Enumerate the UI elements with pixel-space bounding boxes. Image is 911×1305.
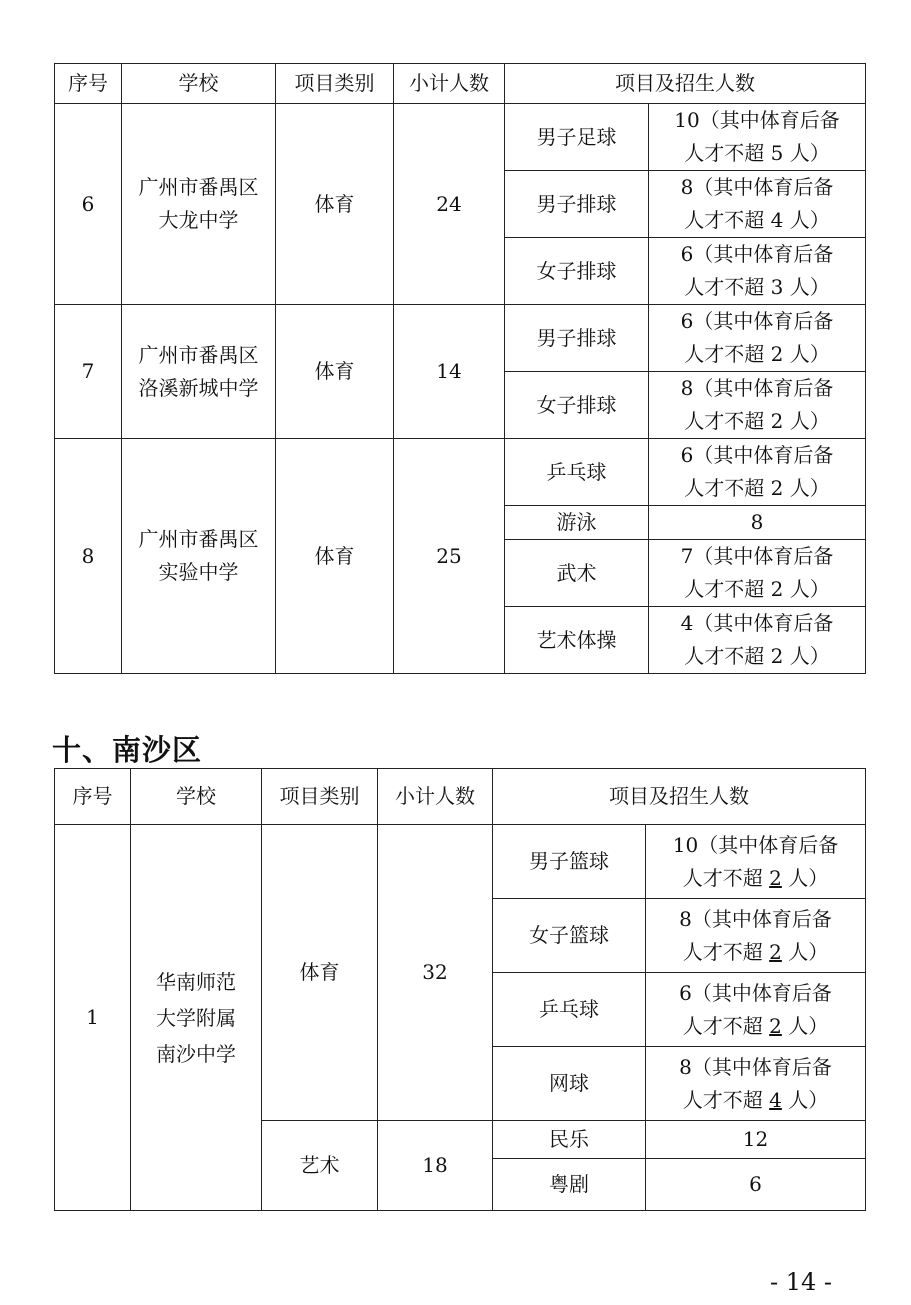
- header-programs: 项目及招生人数: [493, 769, 866, 825]
- program-name: 艺术体操: [505, 607, 649, 674]
- school-line: 大龙中学: [158, 208, 239, 232]
- program-count: [649, 607, 866, 674]
- program-count: [646, 825, 866, 899]
- program-count: [649, 171, 866, 238]
- row-category: 体育: [276, 439, 394, 674]
- count-line: 10（其中体育后备: [672, 832, 839, 857]
- count-line: 人才不超 2 人）: [682, 1013, 829, 1038]
- table-header-row: [55, 64, 866, 104]
- program-count: 8: [649, 506, 866, 540]
- program-count: 6: [646, 1159, 866, 1211]
- count-line: 6（其中体育后备: [679, 980, 832, 1005]
- table-row: [55, 825, 866, 899]
- count-line: 6（其中体育后备: [680, 443, 834, 467]
- program-name: 粤剧: [493, 1159, 646, 1211]
- program-name: 男子排球: [505, 305, 649, 372]
- program-name: 女子排球: [505, 238, 649, 305]
- count-line: 8（其中体育后备: [679, 1054, 832, 1079]
- program-count: [646, 1047, 866, 1121]
- school-line: 洛溪新城中学: [138, 375, 259, 400]
- program-count: [649, 305, 866, 372]
- count-line: 6（其中体育后备: [680, 242, 834, 266]
- row-no: 6: [55, 104, 122, 305]
- school-line: 广州市番禺区: [138, 342, 259, 367]
- header-no: 序号: [55, 769, 131, 825]
- header-category: 项目类别: [276, 64, 394, 104]
- row-category: 艺术: [262, 1121, 378, 1211]
- count-line: 人才不超 2 人）: [682, 939, 829, 964]
- row-subtotal: 32: [378, 825, 493, 1121]
- header-category: 项目类别: [262, 769, 378, 825]
- table-header-row: [55, 769, 866, 825]
- program-count: [646, 899, 866, 973]
- program-name: 武术: [505, 540, 649, 607]
- program-name: 女子篮球: [493, 899, 646, 973]
- row-school: [122, 305, 276, 439]
- program-name: 女子排球: [505, 372, 649, 439]
- program-count: [649, 372, 866, 439]
- program-name: 网球: [493, 1047, 646, 1121]
- school-line: 大学附属: [156, 1005, 236, 1030]
- count-line: 4（其中体育后备: [680, 611, 834, 635]
- row-school: [122, 439, 276, 674]
- school-line: 南沙中学: [156, 1041, 236, 1066]
- row-no: 1: [55, 825, 131, 1211]
- header-subtotal: 小计人数: [394, 64, 505, 104]
- row-no: 8: [55, 439, 122, 674]
- program-count: [649, 540, 866, 607]
- row-no: 7: [55, 305, 122, 439]
- admissions-table-panyu: [54, 63, 866, 674]
- row-subtotal: 24: [394, 104, 505, 305]
- program-count: [646, 973, 866, 1047]
- row-school: [122, 104, 276, 305]
- page-number: - 14 -: [770, 1268, 833, 1296]
- count-line: 8（其中体育后备: [680, 376, 834, 400]
- row-school: [131, 825, 262, 1211]
- table-row: [55, 439, 866, 506]
- row-subtotal: 18: [378, 1121, 493, 1211]
- school-line: 广州市番禺区: [138, 527, 259, 551]
- program-name: 乒乓球: [493, 973, 646, 1047]
- school-line: 华南师范: [156, 969, 236, 994]
- school-line: 实验中学: [158, 560, 239, 584]
- table-row: [55, 104, 866, 171]
- program-name: 男子篮球: [493, 825, 646, 899]
- program-name: 男子排球: [505, 171, 649, 238]
- row-category: 体育: [276, 104, 394, 305]
- count-line: 人才不超 4 人）: [684, 208, 830, 232]
- header-school: 学校: [122, 64, 276, 104]
- count-line: 人才不超 5 人）: [684, 141, 830, 165]
- count-line: 人才不超 2 人）: [684, 409, 830, 433]
- count-line: 8（其中体育后备: [680, 175, 834, 199]
- header-subtotal: 小计人数: [378, 769, 493, 825]
- count-line: 人才不超 4 人）: [682, 1087, 829, 1112]
- program-name: 民乐: [493, 1121, 646, 1159]
- count-line: 7（其中体育后备: [680, 544, 834, 568]
- header-school: 学校: [131, 769, 262, 825]
- count-line: 人才不超 2 人）: [682, 865, 829, 890]
- program-name: 男子足球: [505, 104, 649, 171]
- count-line: 6（其中体育后备: [680, 309, 834, 333]
- count-line: 人才不超 3 人）: [684, 275, 830, 299]
- count-line: 人才不超 2 人）: [684, 577, 830, 601]
- row-category: 体育: [262, 825, 378, 1121]
- count-line: 人才不超 2 人）: [684, 476, 830, 500]
- count-line: 8（其中体育后备: [679, 906, 832, 931]
- program-count: 12: [646, 1121, 866, 1159]
- program-count: [649, 238, 866, 305]
- program-name: 游泳: [505, 506, 649, 540]
- count-line: 人才不超 2 人）: [684, 342, 830, 366]
- program-name: 乒乓球: [505, 439, 649, 506]
- row-category: 体育: [276, 305, 394, 439]
- row-subtotal: 14: [394, 305, 505, 439]
- table-row: [55, 305, 866, 372]
- count-line: 10（其中体育后备: [674, 108, 840, 132]
- program-count: [649, 439, 866, 506]
- school-line: 广州市番禺区: [138, 175, 259, 199]
- header-no: 序号: [55, 64, 122, 104]
- program-count: [649, 104, 866, 171]
- admissions-table-nansha: [54, 768, 866, 1211]
- count-line: 人才不超 2 人）: [684, 644, 830, 668]
- row-subtotal: 25: [394, 439, 505, 674]
- section-title-nansha: 十、南沙区: [52, 733, 203, 767]
- header-programs: 项目及招生人数: [505, 64, 866, 104]
